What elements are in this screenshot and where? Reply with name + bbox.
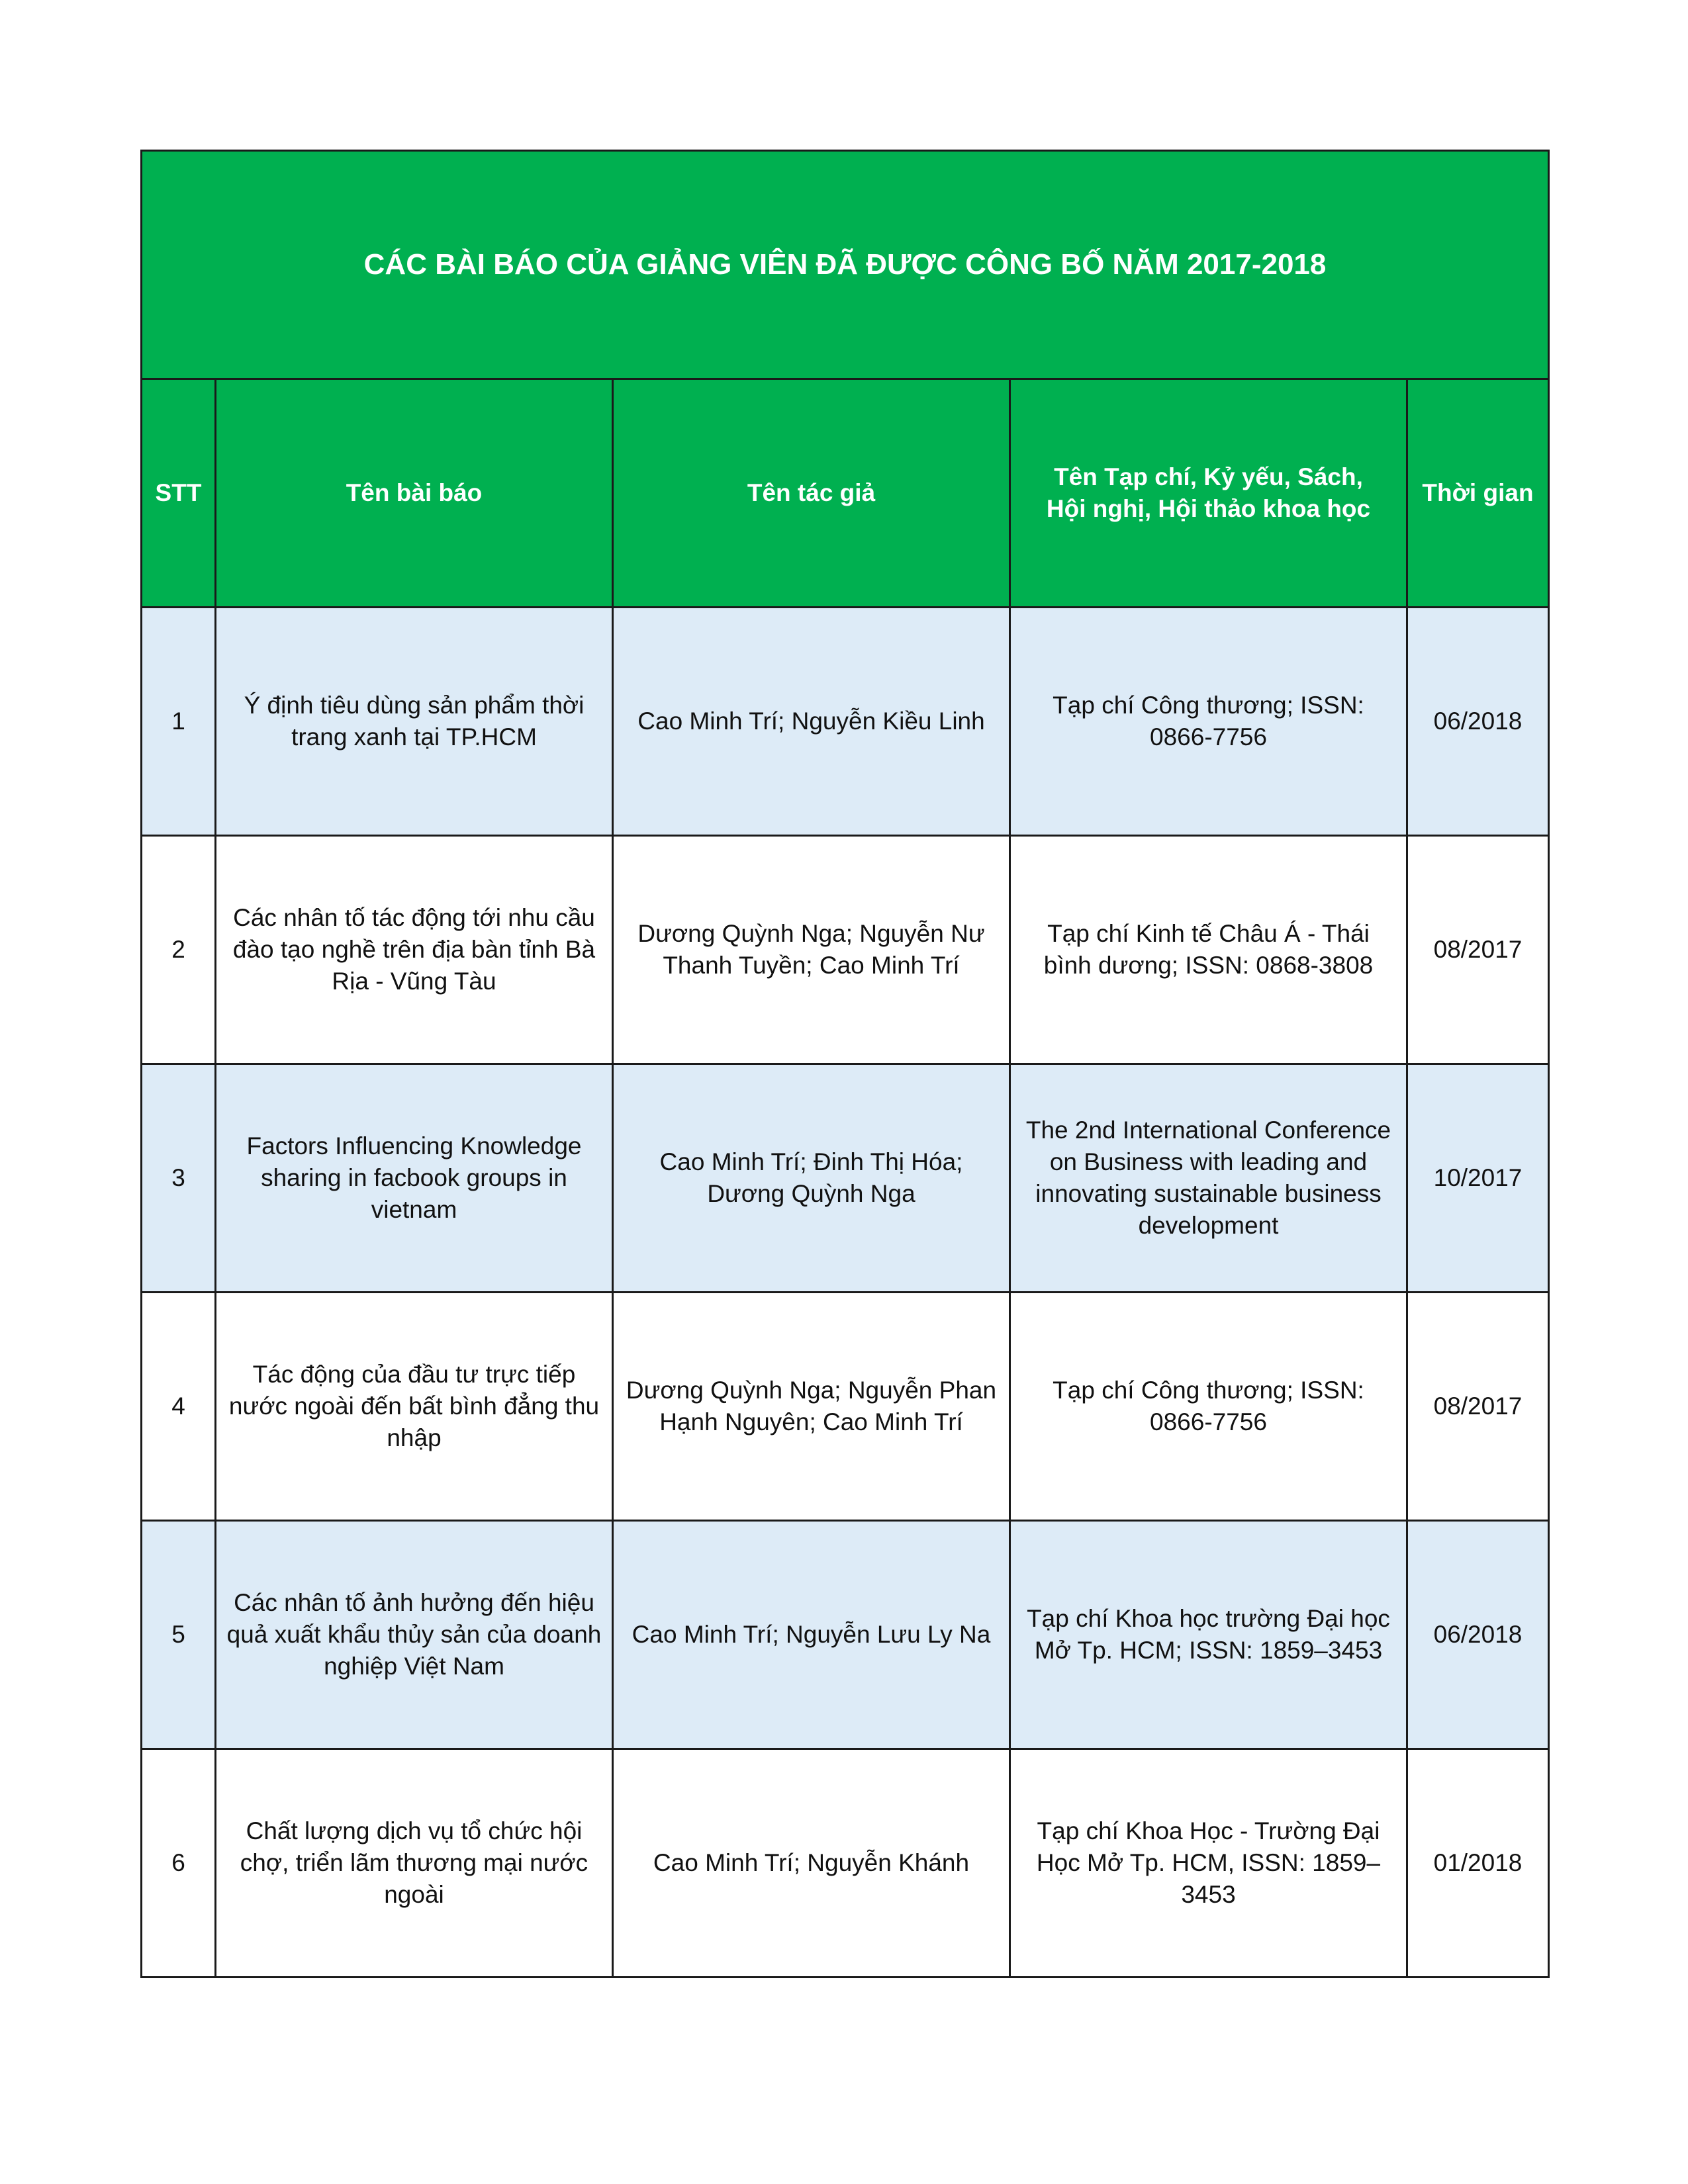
cell-journal: Tạp chí Khoa học trường Đại học Mở Tp. HCM; ISSN: 1859–3453: [1010, 1521, 1407, 1749]
cell-journal: Tạp chí Công thương; ISSN: 0866-7756: [1010, 608, 1407, 836]
table-row: [142, 1064, 1549, 1293]
page-title: CÁC BÀI BÁO CỦA GIẢNG VIÊN ĐÃ ĐƯỢC CÔNG BỐ NĂM 2017-2018: [142, 151, 1549, 379]
cell-date: 06/2018: [1407, 1521, 1549, 1749]
header-authors: Tên tác giả: [613, 379, 1010, 608]
table-row: [142, 608, 1549, 836]
cell-date: 10/2017: [1407, 1064, 1549, 1293]
cell-journal: Tạp chí Công thương; ISSN: 0866-7756: [1010, 1293, 1407, 1521]
header-row: [142, 379, 1549, 608]
cell-date: 08/2017: [1407, 836, 1549, 1064]
cell-stt: 4: [142, 1293, 216, 1521]
table-row: [142, 1749, 1549, 1978]
title-row: [142, 151, 1549, 379]
cell-article: Chất lượng dịch vụ tổ chức hội chợ, triển lãm thương mại nước ngoài: [216, 1749, 613, 1978]
header-stt: STT: [142, 379, 216, 608]
cell-date: 01/2018: [1407, 1749, 1549, 1978]
cell-journal: Tạp chí Khoa Học - Trường Đại Học Mở Tp. HCM, ISSN: 1859–3453: [1010, 1749, 1407, 1978]
table-row: [142, 1521, 1549, 1749]
cell-authors: Cao Minh Trí; Nguyễn Kiều Linh: [613, 608, 1010, 836]
cell-article: Factors Influencing Knowledge sharing in facbook groups in vietnam: [216, 1064, 613, 1293]
cell-authors: Cao Minh Trí; Nguyễn Khánh: [613, 1749, 1010, 1978]
cell-date: 08/2017: [1407, 1293, 1549, 1521]
publications-table: [140, 150, 1550, 1978]
cell-journal: Tạp chí Kinh tế Châu Á - Thái bình dương; ISSN: 0868-3808: [1010, 836, 1407, 1064]
cell-stt: 6: [142, 1749, 216, 1978]
cell-authors: Dương Quỳnh Nga; Nguyễn Nư Thanh Tuyền; Cao Minh Trí: [613, 836, 1010, 1064]
cell-article: Các nhân tố ảnh hưởng đến hiệu quả xuất khẩu thủy sản của doanh nghiệp Việt Nam: [216, 1521, 613, 1749]
cell-authors: Cao Minh Trí; Đinh Thị Hóa; Dương Quỳnh Nga: [613, 1064, 1010, 1293]
header-date: Thời gian: [1407, 379, 1549, 608]
header-article: Tên bài báo: [216, 379, 613, 608]
cell-article: Các nhân tố tác động tới nhu cầu đào tạo nghề trên địa bàn tỉnh Bà Rịa - Vũng Tàu: [216, 836, 613, 1064]
cell-stt: 5: [142, 1521, 216, 1749]
cell-stt: 1: [142, 608, 216, 836]
cell-article: Tác động của đầu tư trực tiếp nước ngoài đến bất bình đẳng thu nhập: [216, 1293, 613, 1521]
cell-journal: The 2nd International Conference on Business with leading and innovating sustainable business development: [1010, 1064, 1407, 1293]
cell-authors: Dương Quỳnh Nga; Nguyễn Phan Hạnh Nguyên; Cao Minh Trí: [613, 1293, 1010, 1521]
header-journal: Tên Tạp chí, Kỷ yếu, Sách, Hội nghị, Hội thảo khoa học: [1010, 379, 1407, 608]
cell-stt: 2: [142, 836, 216, 1064]
cell-stt: 3: [142, 1064, 216, 1293]
table-row: [142, 1293, 1549, 1521]
cell-authors: Cao Minh Trí; Nguyễn Lưu Ly Na: [613, 1521, 1010, 1749]
table-row: [142, 836, 1549, 1064]
cell-date: 06/2018: [1407, 608, 1549, 836]
cell-article: Ý định tiêu dùng sản phẩm thời trang xanh tại TP.HCM: [216, 608, 613, 836]
